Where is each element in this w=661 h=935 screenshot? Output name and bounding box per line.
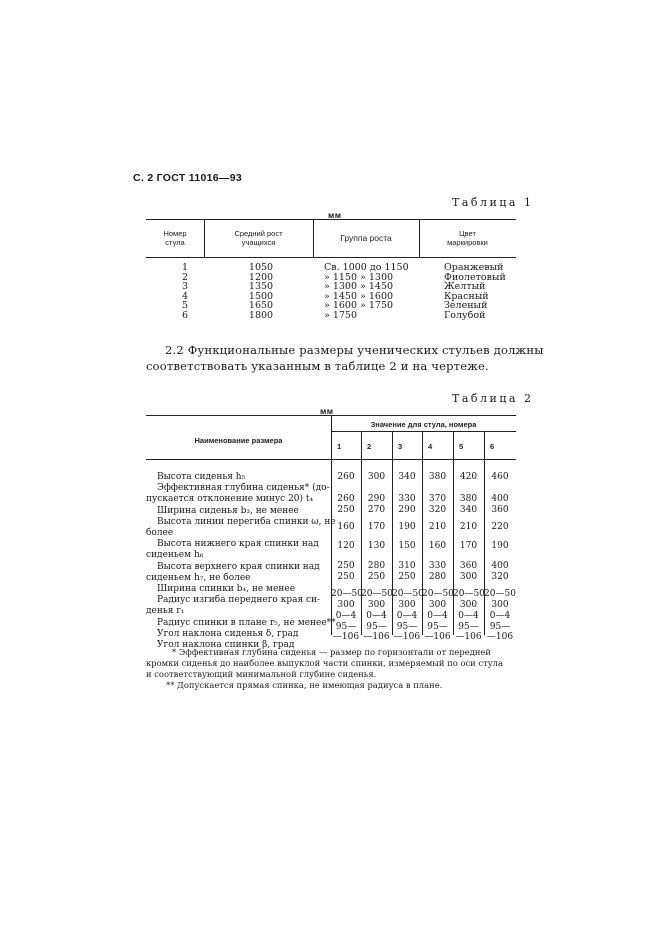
table2-row-label: Высота линии перегиба спинки ω, не — [157, 516, 336, 527]
table2-value: 170 — [367, 522, 386, 532]
table2-header-name: Наименование размера — [194, 436, 283, 445]
table2-value: 130 — [367, 541, 386, 551]
table2-row-label: пускается отклонение минус 20) t₄ — [146, 494, 314, 505]
table2-value: 460 — [491, 472, 509, 482]
table1-unit: мм — [328, 210, 342, 220]
table2-value: 260 — [337, 494, 355, 504]
table2-value: 250 — [398, 572, 416, 582]
table1-col-number: 1 2 3 4 5 6 — [181, 262, 189, 321]
table2-value: 95— — [396, 622, 418, 632]
footnote-1: кромки сиденья до наиболее выпуклой части спинки, измеряемый по оси стула — [146, 658, 503, 668]
table2-value: 320 — [428, 505, 447, 515]
table2-value: 95— — [458, 622, 479, 632]
table2-header-values: Значение для стула, номера — [370, 420, 477, 429]
table2-value: 160 — [428, 541, 447, 551]
table2-row-label: Угол наклона спинки β, град — [157, 640, 295, 651]
footnote-2: ** Допускается прямая спинка, не имеющая радиуса в плане. — [166, 680, 443, 690]
table2-value: —106 — [424, 632, 451, 642]
table1-header-height: Средний рост учащихся — [234, 229, 283, 247]
table2-value: —106 — [332, 632, 360, 642]
table2-value: 250 — [367, 572, 386, 582]
footnote-1: и соответствующий минимальной глубине сиденья. — [146, 669, 377, 679]
table2-col-number: 3 — [398, 442, 403, 451]
table2-value: 20—50 — [484, 589, 516, 599]
table1-header-number: Номер стула — [163, 229, 187, 247]
paragraph-line: соответствовать указанным в таблице 2 и на чертеже. — [146, 359, 489, 373]
table2-value: 300 — [367, 472, 386, 482]
table2-row-label: денья r₁ — [146, 606, 185, 617]
table1-col-group: Св. 1000 до 1150 » 1150 » 1300 » 1300 » 1450 » 1450 » 1600 » 1600 » 1750 » 1750 — [324, 262, 409, 321]
table2-value: 95— — [427, 622, 448, 632]
table2-value: 340 — [398, 472, 416, 482]
table1-caption: Таблица 1 — [452, 196, 534, 209]
table2-value: 20—50 — [331, 589, 363, 599]
table2-value: 320 — [491, 572, 509, 582]
table2-value: 20—50 — [361, 589, 393, 599]
table2-value: 160 — [337, 522, 355, 532]
table1-header-group: Группа роста — [340, 233, 392, 243]
table2-value: 300 — [428, 600, 447, 610]
table2-value: 190 — [491, 541, 509, 551]
table2-value: 360 — [491, 505, 509, 515]
table2-value: 210 — [459, 522, 478, 532]
table2-value: 400 — [491, 494, 509, 504]
table2-value: 20—50 — [453, 589, 485, 599]
table2-values — [331, 0, 516, 935]
table2-value: 95— — [366, 622, 387, 632]
table2-value: 20—50 — [392, 589, 424, 599]
table2-value: 20—50 — [422, 589, 454, 599]
table2-row-label: сиденьем h₇, не более — [146, 572, 251, 583]
table2-value: 95— — [335, 622, 357, 632]
table2-row-label: Высота сиденья h₅ — [157, 472, 246, 482]
table2-labels — [146, 472, 336, 651]
table2-value: 380 — [428, 472, 447, 482]
table2-col-number: 5 — [459, 442, 464, 451]
table2-value: 0—4 — [396, 611, 418, 621]
table2-value: 300 — [459, 600, 478, 610]
table2-value: 120 — [337, 541, 355, 551]
table2-value: —106 — [455, 632, 482, 642]
table2-col-number: 4 — [428, 442, 433, 451]
table2-value: 310 — [398, 561, 416, 571]
table2-value: 170 — [459, 541, 478, 551]
table2-value: 150 — [398, 541, 416, 551]
table2-value: 400 — [491, 561, 509, 571]
table2-row-label: Высота верхнего края спинки над — [157, 561, 320, 572]
table2-row-label: сиденьем h₆ — [146, 550, 204, 561]
table2-value: 95— — [489, 622, 511, 632]
table2-value: 420 — [459, 472, 478, 482]
page-header: С. 2 ГОСТ 11016—93 — [133, 172, 243, 184]
table1-col-height: 1050 1200 1350 1500 1650 1800 — [248, 262, 274, 321]
table2-value: 220 — [491, 522, 509, 532]
table2-value: 370 — [428, 494, 447, 504]
table2-value: 280 — [367, 561, 386, 571]
table1-col-color: Оранжевый Фиолетовый Желтый Красный Зеленый Голубой — [444, 262, 506, 321]
table2-value: 260 — [337, 472, 355, 482]
footnote-1: * Эффективная глубина сиденья — размер по горизонтали от передней — [172, 647, 491, 657]
table2-row-label: Ширина сиденья b₃, не менее — [157, 505, 299, 516]
table2-value: —106 — [363, 632, 390, 642]
table2-value: 360 — [459, 561, 478, 571]
table2-value: 330 — [398, 494, 416, 504]
table2-value: 0—4 — [335, 611, 357, 621]
table2-value: 0—4 — [366, 611, 387, 621]
table2-row-label: Радиус спинки в плане r₅, не менее** — [157, 617, 336, 628]
table2-value: 300 — [337, 600, 355, 610]
table1-header-color: Цвет маркировки — [447, 229, 488, 247]
table2-value: 280 — [428, 572, 447, 582]
table2-row-label: Высота нижнего края спинки над — [157, 539, 319, 550]
table2-value: 270 — [367, 505, 386, 515]
table2-value: 300 — [459, 572, 478, 582]
table2-value: 380 — [459, 494, 478, 504]
table2-row-label: более — [146, 528, 174, 539]
table2-row-label: Радиус изгиба переднего края си- — [157, 595, 321, 606]
table2-value: 340 — [459, 505, 478, 515]
table2-unit: мм — [320, 406, 334, 416]
table2-value: 0—4 — [427, 611, 448, 621]
table2-value: 190 — [398, 522, 416, 532]
table2-value: 250 — [337, 572, 355, 582]
table2-caption: Таблица 2 — [452, 392, 534, 405]
table2-row-label: Угол наклона сиденья δ, град — [157, 628, 299, 639]
table2-value: 210 — [428, 522, 447, 532]
table2-col-number: 6 — [490, 442, 495, 451]
paragraph-line: 2.2 Функциональные размеры ученических стульев должны — [165, 343, 544, 357]
table2-value: 300 — [367, 600, 386, 610]
table2-value: —106 — [393, 632, 421, 642]
table2-col-number: 1 — [337, 442, 342, 451]
table2-value: 300 — [491, 600, 509, 610]
table2-col-number: 2 — [367, 442, 372, 451]
table2-value: 300 — [398, 600, 416, 610]
table2-value: 330 — [428, 561, 447, 571]
table2-value: 250 — [337, 561, 355, 571]
table2-value: 0—4 — [489, 611, 511, 621]
table2-row-label: Эффективная глубина сиденья* (до- — [157, 483, 330, 494]
table2-value: 250 — [337, 505, 355, 515]
table2-row-label: Ширина спинки b₄, не менее — [157, 584, 296, 595]
table2-value: 290 — [367, 494, 386, 504]
table2-value: —106 — [486, 632, 514, 642]
table2-value: 290 — [398, 505, 416, 515]
table2-value: 0—4 — [458, 611, 479, 621]
